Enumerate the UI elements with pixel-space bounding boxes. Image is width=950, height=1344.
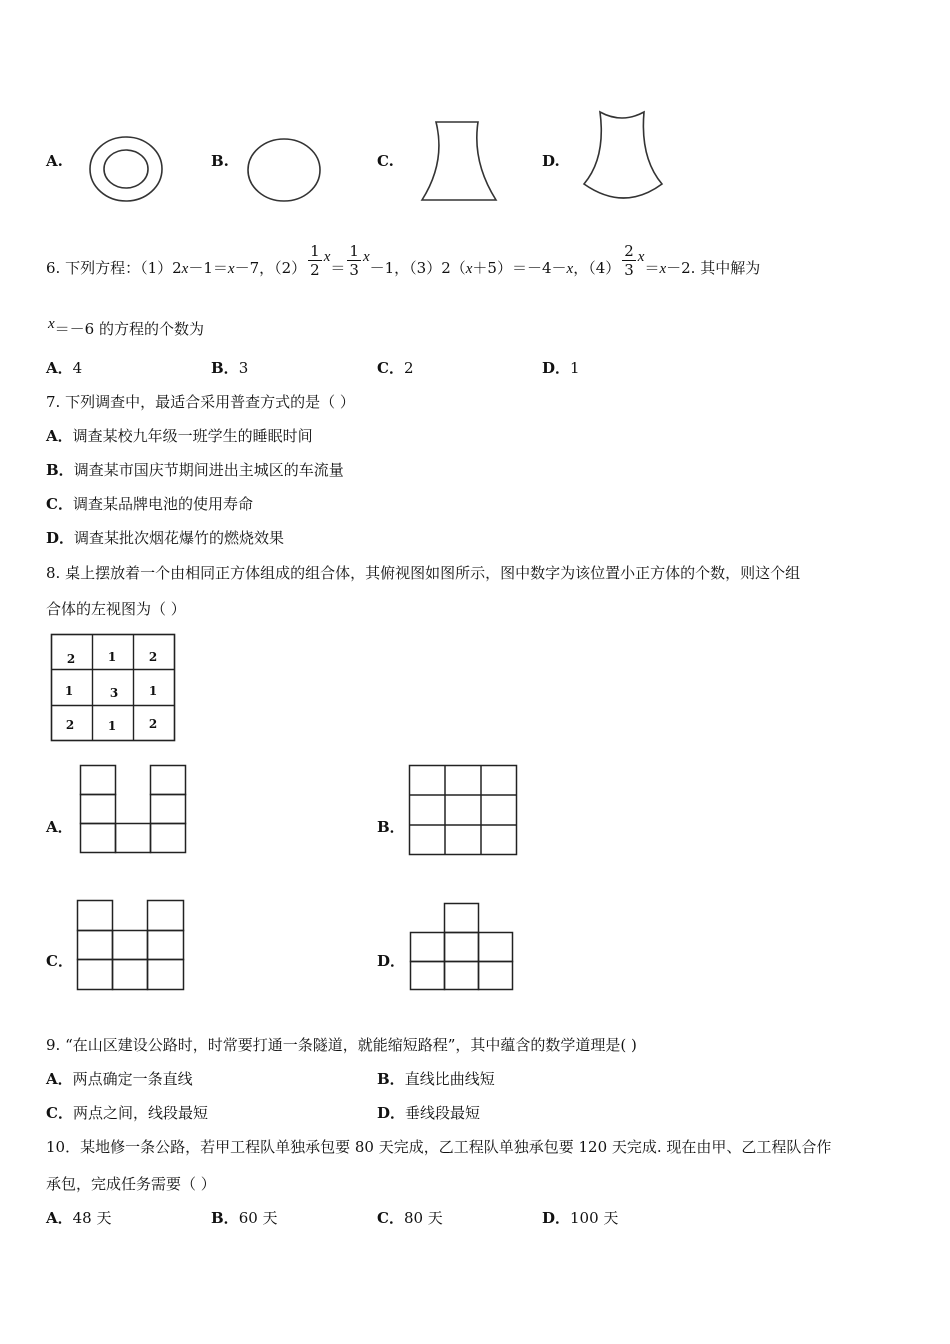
- grid-cell: 2: [148, 717, 158, 731]
- q10-stem-line2: 承包，完成任务需要（ ）: [46, 1175, 216, 1193]
- grid-cell: 2: [65, 718, 75, 732]
- outer-circle: [90, 137, 162, 201]
- q6-stem: 6. 下列方程：（1）2x－1＝x－7，（2） $\frac{1}{2}$ x＝ $\frac{1}{3}$ x－1，（3）2（x＋5）＝－4－x，（4） $\frac{2}{3}$ x＝x－2. 其中解为: [46, 242, 761, 279]
- q10-option-a[interactable]: A．48 天: [46, 1209, 112, 1227]
- q8-option-a-figure: [80, 765, 186, 855]
- q6-option-a[interactable]: A．4: [46, 359, 83, 377]
- grid-cell: 2: [148, 650, 158, 664]
- fraction-one-third: $\frac{1}{3}$: [349, 242, 359, 279]
- q5-option-a-figure: [88, 135, 164, 203]
- q9-stem: 9. “在山区建设公路时，时常要打通一条隧道，就能缩短路程”，其中蕴含的数学道理是( ): [46, 1036, 637, 1054]
- q10-stem-line1: 10．某地修一条公路，若甲工程队单独承包要 80 天完成，乙工程队单独承包要 120 天完成. 现在由甲、乙工程队合作: [46, 1138, 832, 1156]
- q8-stem-line1: 8. 桌上摆放着一个由相同正方体组成的组合体，其俯视图如图所示，图中数字为该位置小正方体的个数，则这个组: [46, 564, 801, 582]
- q10-option-d[interactable]: D．100 天: [542, 1209, 619, 1227]
- q10-option-b[interactable]: B．60 天: [211, 1209, 278, 1227]
- q7-option-c[interactable]: C．调查某品牌电池的使用寿命: [46, 495, 253, 513]
- q5-option-a-label[interactable]: A.: [46, 152, 63, 170]
- q5-option-c-figure: [420, 120, 498, 202]
- q7-option-a[interactable]: A．调查某校九年级一班学生的睡眠时间: [46, 427, 313, 445]
- curved-trapezoid: [422, 122, 496, 200]
- q6-stem-line2: x＝－6 的方程的个数为: [48, 316, 204, 338]
- grid-cell: 2: [66, 652, 76, 666]
- curved-vase: [584, 112, 662, 198]
- q8-option-a-label[interactable]: A．: [46, 818, 73, 836]
- grid-cell: 1: [107, 719, 117, 733]
- q8-stem-line2: 合体的左视图为（ ）: [46, 600, 186, 618]
- q9-option-b[interactable]: B．直线比曲线短: [377, 1070, 495, 1088]
- q8-top-view-grid: [51, 634, 174, 740]
- q9-option-d[interactable]: D．垂线段最短: [377, 1104, 481, 1122]
- q7-stem: 7. 下列调查中，最适合采用普查方式的是（ ）: [46, 393, 355, 411]
- inner-circle: [104, 150, 148, 188]
- q5-option-d-label[interactable]: D.: [542, 152, 560, 170]
- q5-option-b-label[interactable]: B.: [211, 152, 229, 170]
- q7-option-b[interactable]: B．调查某市国庆节期间进出主城区的车流量: [46, 461, 344, 479]
- grid-cell: 1: [64, 684, 74, 698]
- q10-option-c[interactable]: C．80 天: [377, 1209, 443, 1227]
- q8-option-b-label[interactable]: B．: [377, 818, 405, 836]
- grid-cell: 1: [148, 684, 158, 698]
- circle: [248, 139, 320, 201]
- grid-cell: 1: [107, 650, 117, 664]
- q8-option-c-label[interactable]: C．: [46, 952, 73, 970]
- fraction-two-thirds: $\frac{2}{3}$: [624, 242, 634, 279]
- q9-option-c[interactable]: C．两点之间，线段最短: [46, 1104, 208, 1122]
- q6-option-b[interactable]: B．3: [211, 359, 249, 377]
- q8-option-b-figure: [409, 765, 517, 856]
- q5-option-c-label[interactable]: C.: [377, 152, 394, 170]
- q5-option-d-figure: [582, 110, 664, 204]
- q6-option-c[interactable]: C．2: [377, 359, 414, 377]
- q8-option-d-figure: [410, 903, 514, 991]
- q7-option-d[interactable]: D．调查某批次烟花爆竹的燃烧效果: [46, 529, 285, 547]
- q8-option-d-label[interactable]: D．: [377, 952, 406, 970]
- q6-option-d[interactable]: D．1: [542, 359, 580, 377]
- grid-cell: 3: [109, 686, 119, 700]
- q9-option-a[interactable]: A．两点确定一条直线: [46, 1070, 193, 1088]
- fraction-one-half: $\frac{1}{2}$: [310, 242, 320, 279]
- q8-option-c-figure: [77, 900, 185, 991]
- q5-option-b-figure: [246, 137, 322, 203]
